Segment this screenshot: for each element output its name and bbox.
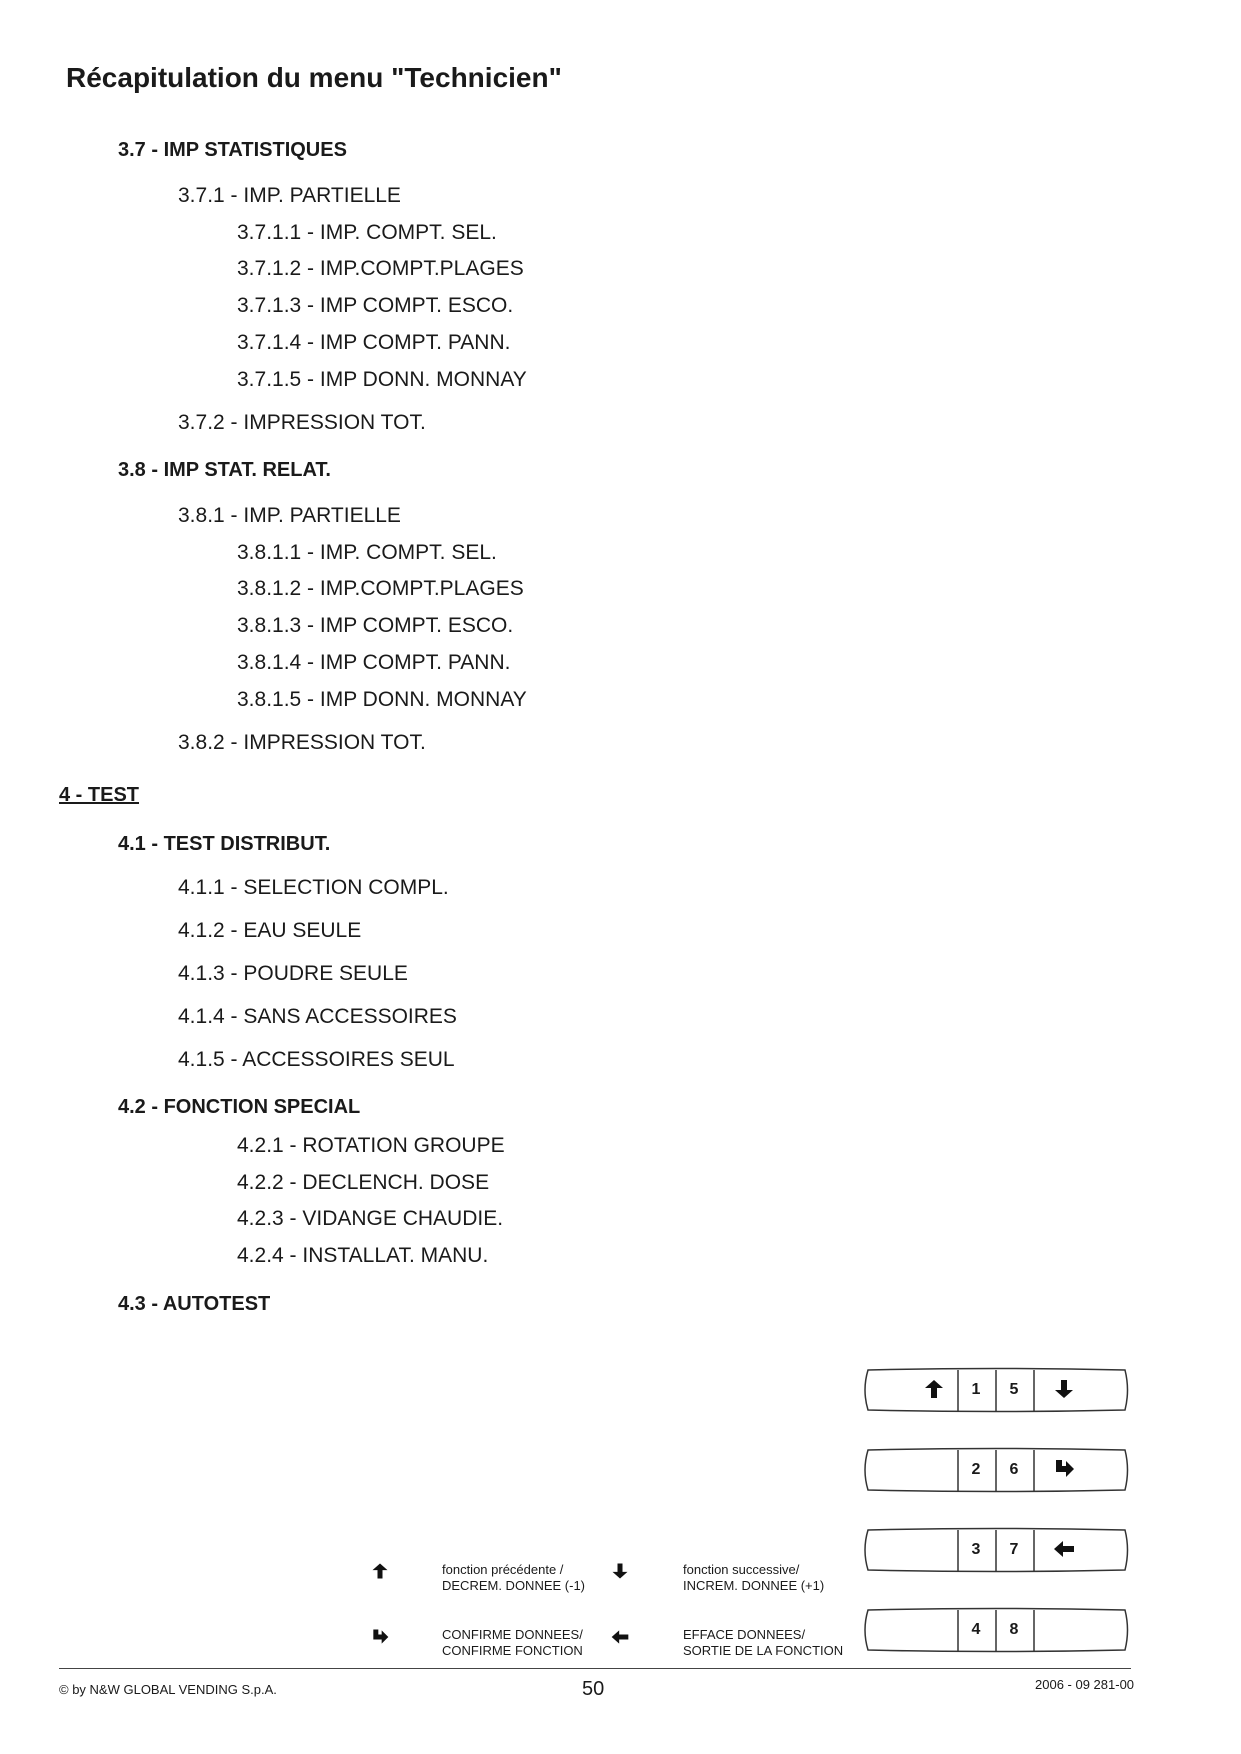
- menu-item-level-4: 4.2.1 - ROTATION GROUPE: [237, 1134, 505, 1157]
- arrow-left-icon[interactable]: [1052, 1537, 1076, 1561]
- legend-erase-line1: EFFACE DONNEES/: [683, 1627, 806, 1642]
- legend-down-line1: fonction successive/: [683, 1562, 800, 1577]
- menu-item-level-4: 4.2.4 - INSTALLAT. MANU.: [237, 1244, 489, 1267]
- page-number: 50: [582, 1678, 605, 1700]
- key-4[interactable]: 4: [971, 1621, 981, 1638]
- legend-arrow-down-icon: [610, 1561, 630, 1581]
- footer-copyright: © by N&W GLOBAL VENDING S.p.A.: [59, 1682, 277, 1697]
- menu-item-level-4: 3.8.1.1 - IMP. COMPT. SEL.: [237, 541, 497, 564]
- menu-item-level-3: 3.8.1 - IMP. PARTIELLE: [178, 504, 401, 527]
- key-5[interactable]: 5: [1009, 1381, 1019, 1398]
- menu-item-level-2: 4.3 - AUTOTEST: [118, 1293, 271, 1315]
- keypad-row-3: [862, 1528, 1131, 1572]
- key-6[interactable]: 6: [1009, 1461, 1019, 1478]
- confirm-arrow-icon[interactable]: [1052, 1457, 1076, 1481]
- legend-confirm-line2: CONFIRME FONCTION: [442, 1643, 583, 1658]
- menu-item-level-4: 3.7.1.2 - IMP.COMPT.PLAGES: [237, 257, 524, 280]
- menu-item-level-3: 4.1.4 - SANS ACCESSOIRES: [178, 1005, 457, 1028]
- menu-item-level-2: 4.1 - TEST DISTRIBUT.: [118, 833, 331, 855]
- keypad-row-2: [862, 1448, 1131, 1492]
- legend-arrow-up-icon: [370, 1561, 390, 1581]
- menu-item-level-2: 3.8 - IMP STAT. RELAT.: [118, 459, 331, 481]
- legend-confirm-line1: CONFIRME DONNEES/: [442, 1627, 583, 1642]
- menu-item-level-4: 3.7.1.4 - IMP COMPT. PANN.: [237, 331, 511, 354]
- legend-next-function: [683, 1562, 824, 1594]
- footer-divider: [59, 1668, 1131, 1669]
- menu-item-level-3: 3.8.2 - IMPRESSION TOT.: [178, 731, 426, 754]
- menu-item-level-3: 3.7.1 - IMP. PARTIELLE: [178, 184, 401, 207]
- menu-item-level-3: 4.1.1 - SELECTION COMPL.: [178, 876, 449, 899]
- menu-item-level-3: 4.1.3 - POUDRE SEULE: [178, 962, 408, 985]
- menu-item-level-4: 3.8.1.4 - IMP COMPT. PANN.: [237, 651, 511, 674]
- key-7[interactable]: 7: [1009, 1541, 1019, 1558]
- legend-confirm-arrow-icon: [370, 1627, 390, 1647]
- menu-item-level-2: 3.7 - IMP STATISTIQUES: [118, 139, 347, 161]
- menu-item-level-2: 4.2 - FONCTION SPECIAL: [118, 1096, 361, 1118]
- legend-down-line2: INCREM. DONNEE (+1): [683, 1578, 825, 1593]
- menu-item-level-3: 4.1.2 - EAU SEULE: [178, 919, 362, 942]
- legend-erase-line2: SORTIE DE LA FONCTION: [683, 1643, 844, 1658]
- document-code: 2006 - 09 281-00: [1035, 1677, 1135, 1692]
- menu-item-level-4: 3.8.1.5 - IMP DONN. MONNAY: [237, 688, 527, 711]
- menu-item-level-4: 4.2.2 - DECLENCH. DOSE: [237, 1171, 490, 1194]
- menu-item-level-4: 4.2.3 - VIDANGE CHAUDIE.: [237, 1207, 504, 1230]
- menu-item-level-4: 3.8.1.2 - IMP.COMPT.PLAGES: [237, 577, 524, 600]
- menu-item-level-3: 3.7.2 - IMPRESSION TOT.: [178, 411, 426, 434]
- legend-up-line1: fonction précédente /: [442, 1562, 564, 1577]
- legend-up-line2: DECREM. DONNEE (-1): [442, 1578, 586, 1593]
- legend-confirm: [442, 1627, 583, 1659]
- menu-item-level-4: 3.8.1.3 - IMP COMPT. ESCO.: [237, 614, 514, 637]
- legend-previous-function: [442, 1562, 585, 1594]
- key-1[interactable]: 1: [971, 1381, 981, 1398]
- page-title: Récapitulation du menu "Technicien": [66, 62, 562, 93]
- legend-arrow-left-icon: [610, 1627, 630, 1647]
- menu-item-level-4: 3.7.1.1 - IMP. COMPT. SEL.: [237, 221, 497, 244]
- arrow-up-icon[interactable]: [922, 1377, 946, 1401]
- key-3[interactable]: 3: [971, 1541, 981, 1558]
- arrow-down-icon[interactable]: [1052, 1377, 1076, 1401]
- menu-item-level-4: 3.7.1.5 - IMP DONN. MONNAY: [237, 368, 527, 391]
- menu-item-level-3: 4.1.5 - ACCESSOIRES SEUL: [178, 1048, 455, 1071]
- menu-section-heading: 4 - TEST: [59, 784, 140, 806]
- keypad-row-4: [862, 1608, 1131, 1652]
- keypad-row-1: [862, 1368, 1131, 1412]
- key-2[interactable]: 2: [971, 1461, 981, 1478]
- key-8[interactable]: 8: [1009, 1621, 1019, 1638]
- legend-erase: [683, 1627, 843, 1659]
- menu-item-level-4: 3.7.1.3 - IMP COMPT. ESCO.: [237, 294, 514, 317]
